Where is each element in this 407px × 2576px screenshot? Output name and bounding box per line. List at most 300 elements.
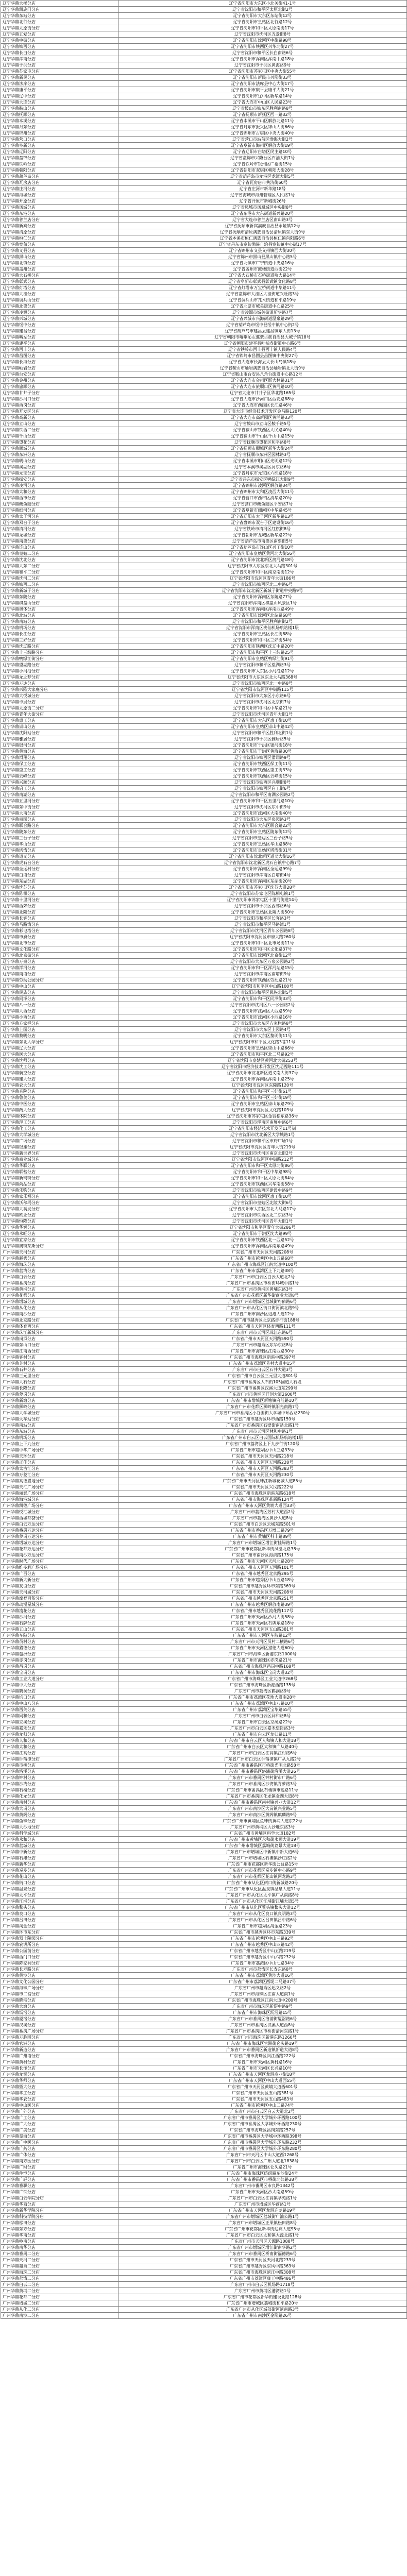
store-name-cell: 辽宁华鼎鸭绿江街分店 xyxy=(1,656,118,662)
store-name-cell: 辽宁华鼎商业城分店 xyxy=(1,1157,118,1163)
store-name-cell: 辽宁华鼎陈相分店 xyxy=(1,891,118,897)
store-name-cell: 广州华鼎科学城分店 xyxy=(1,1831,118,1837)
store-name-cell: 辽宁华鼎振安分店 xyxy=(1,477,118,483)
store-address-cell: 辽宁省沈阳市铁西区兴华北街27号 xyxy=(118,44,407,50)
store-name-cell: 辽宁华鼎文化路分店 xyxy=(1,946,118,953)
store-name-cell: 广州华鼎松田分店 xyxy=(1,2220,118,2226)
table-row xyxy=(1,2288,407,2294)
store-name-cell: 辽宁华鼎南塔分店 xyxy=(1,971,118,977)
store-address-cell: 辽宁省沈阳市大东区方家栏路8号 xyxy=(118,1021,407,1027)
store-address-cell: 广东省广州市白云区江高镇江村路6号 xyxy=(118,1750,407,1756)
store-address-cell: 辽宁省抚顺市望花区和平路8号 xyxy=(118,439,407,446)
table-row xyxy=(1,1039,407,1045)
store-name-cell: 广州华鼎南沙二分店 xyxy=(1,2313,118,2319)
store-address-cell: 广东省广州市从化区太平镇广从南路8号 xyxy=(118,1892,407,1899)
table-row xyxy=(1,916,407,922)
store-address-cell: 广东省广州市天河区天河路208号 xyxy=(118,1249,407,1256)
store-address-cell: 辽宁省沈阳市和平区马路湾1号 xyxy=(118,922,407,928)
store-address-cell: 辽宁省营口市站前区渤海大街2号 xyxy=(118,137,407,143)
store-name-cell: 辽宁华鼎十里河分店 xyxy=(1,897,118,903)
table-row xyxy=(1,594,407,600)
table-row xyxy=(1,1905,407,1911)
store-name-cell: 辽宁华鼎清河分店 xyxy=(1,526,118,532)
store-address-cell: 辽宁省沈阳市和平区南京南街12号 xyxy=(118,569,407,575)
table-row xyxy=(1,477,407,483)
store-name-cell: 广州华鼎文化公园分店 xyxy=(1,1979,118,1985)
store-name-cell: 广州华鼎京溪分店 xyxy=(1,1719,118,1725)
store-address-cell: 辽宁省大连市高新园区黄浦路33号 xyxy=(118,415,407,421)
store-address-cell: 辽宁省沈阳市于洪区沈大路99号 xyxy=(118,1231,407,1237)
store-address-cell: 广东省广州市天河区长兴路10号 xyxy=(118,2065,407,2072)
store-name-cell: 广州华鼎沙河分店 xyxy=(1,1614,118,1620)
table-row xyxy=(1,940,407,946)
store-address-cell: 辽宁省沈阳市沈河区青年大街1号 xyxy=(118,711,407,718)
store-address-cell: 辽宁省沈阳市和平区太原北街86号 xyxy=(118,1163,407,1169)
table-row xyxy=(1,50,407,56)
store-address-cell: 辽宁省锦州市义县义州镇西大街30号 xyxy=(118,248,407,254)
table-row xyxy=(1,1237,407,1243)
store-address-cell: 广东省广州市荔湾区上下九步行街120号 xyxy=(118,1441,407,1447)
table-row xyxy=(1,1305,407,1311)
table-row xyxy=(1,1249,407,1256)
table-row xyxy=(1,1707,407,1713)
store-name-cell: 辽宁华鼎东北大学分店 xyxy=(1,1039,118,1045)
store-name-cell: 广州华鼎高德置地分店 xyxy=(1,1478,118,1484)
store-name-cell: 广州华鼎动漫星城分店 xyxy=(1,1602,118,1608)
table-row xyxy=(1,1911,407,1917)
store-address-cell: 广东省广州市海珠区新港西路135号 xyxy=(118,1682,407,1688)
store-name-cell: 辽宁华鼎东中街分店 xyxy=(1,804,118,810)
store-address-cell: 广东省广州市番禺区市良路1342号 xyxy=(118,2183,407,2189)
store-address-cell: 辽宁省大连市经济技术开发区金马路120号 xyxy=(118,409,407,415)
table-row xyxy=(1,2214,407,2220)
store-address-cell: 辽宁省沈阳市苏家屯区十里河街道14号 xyxy=(118,897,407,903)
table-row xyxy=(1,2115,407,2121)
store-name-cell: 辽宁华鼎医大分店 xyxy=(1,1052,118,1058)
table-row xyxy=(1,990,407,996)
store-name-cell: 广州华鼎环市东分店 xyxy=(1,1929,118,1936)
store-name-cell: 辽宁华鼎银河分店 xyxy=(1,742,118,749)
store-address-cell: 辽宁省沈阳市大东区黎明街11号 xyxy=(118,1033,407,1039)
store-name-cell: 辽宁华鼎宜家分店 xyxy=(1,1237,118,1243)
store-address-cell: 广东省广州市天河区天河路383号 xyxy=(118,1466,407,1472)
table-row xyxy=(1,637,407,643)
store-name-cell: 广州华鼎官洲分店 xyxy=(1,2041,118,2047)
store-address-cell: 辽宁省本溪市平山区解放北路11号 xyxy=(118,118,407,124)
store-address-cell: 广东省广州市黄埔区永和街永顺大道19号 xyxy=(118,1837,407,1843)
table-row xyxy=(1,359,407,365)
table-row xyxy=(1,1577,407,1583)
table-row xyxy=(1,2133,407,2140)
store-address-cell: 广东省广州市番禺区万博二路79号 xyxy=(118,1528,407,1534)
table-row xyxy=(1,1701,407,1707)
table-row xyxy=(1,13,407,19)
table-row xyxy=(1,470,407,477)
table-row xyxy=(1,2183,407,2189)
store-address-cell: 广东省广州市白云区三元里大道801号 xyxy=(118,1373,407,1379)
store-name-cell: 辽宁华鼎鞍山分店 xyxy=(1,106,118,112)
table-row xyxy=(1,2090,407,2096)
store-name-cell: 广州华鼎化龙分店 xyxy=(1,1793,118,1800)
store-name-cell: 广州华鼎江高分店 xyxy=(1,1750,118,1756)
table-row xyxy=(1,866,407,872)
table-row xyxy=(1,1973,407,1979)
store-address-cell: 广东省广州市花都区花山镇两龙路3号 xyxy=(118,1874,407,1880)
store-address-cell: 辽宁省沈阳市和平区长白南路6号 xyxy=(118,50,407,56)
store-name-cell: 辽宁华鼎鲁美分店 xyxy=(1,1095,118,1101)
store-name-cell: 广州华鼎荔湾分店 xyxy=(1,1268,118,1274)
store-address-cell: 辽宁省沈阳市浑南区东陵路77号 xyxy=(118,594,407,600)
table-row xyxy=(1,538,407,545)
table-row xyxy=(1,1076,407,1082)
store-name-cell: 辽宁华鼎西市分店 xyxy=(1,495,118,501)
table-row xyxy=(1,755,407,761)
store-address-cell: 广东省广州市天河区珠江新城花城大道85号 xyxy=(118,1478,407,1484)
store-name-cell: 广州华鼎黄村分店 xyxy=(1,2059,118,2065)
store-name-cell: 辽宁华鼎沈北分店 xyxy=(1,557,118,563)
store-name-cell: 辽宁华鼎立山分店 xyxy=(1,421,118,427)
store-address-cell: 广东省广州市天河区五山路381号 xyxy=(118,2090,407,2096)
store-name-cell: 广州华鼎广财分店 xyxy=(1,2164,118,2171)
table-row xyxy=(1,365,407,371)
store-name-cell: 辽宁华鼎北行分店 xyxy=(1,19,118,25)
store-name-cell: 广州华鼎天河二分店 xyxy=(1,2257,118,2263)
store-address-cell: 辽宁省沈阳市沈河区大南街40号 xyxy=(118,810,407,817)
store-address-cell: 辽宁省沈阳市铁西区北二东路3号 xyxy=(118,1212,407,1218)
store-name-cell: 广州华鼎广中医分店 xyxy=(1,2140,118,2146)
store-name-cell: 辽宁华鼎双台子分店 xyxy=(1,520,118,526)
table-row xyxy=(1,1324,407,1330)
table-row xyxy=(1,1262,407,1268)
table-row xyxy=(1,2016,407,2022)
store-address-cell: 辽宁省鞍山市台安县八角台街道中心路12号 xyxy=(118,371,407,378)
store-address-cell: 广东省广州市越秀区中山三路33号 xyxy=(118,1447,407,1453)
store-name-cell: 辽宁华鼎广场分店 xyxy=(1,1138,118,1144)
store-address-cell: 广东省广州市天河区黄埔大道西601号 xyxy=(118,2084,407,2090)
store-name-cell: 辽宁华鼎庄河分店 xyxy=(1,186,118,192)
table-row xyxy=(1,260,407,266)
store-address-cell: 广东省广州市荔湾区宝华路55号 xyxy=(118,1707,407,1713)
store-name-cell: 辽宁华鼎五里河分店 xyxy=(1,798,118,804)
store-address-cell: 广东省广州市白云区人和镇人和大道18号 xyxy=(118,1738,407,1744)
store-name-cell: 广州华鼎炭步分店 xyxy=(1,1868,118,1874)
table-row xyxy=(1,1670,407,1676)
table-row xyxy=(1,353,407,359)
store-name-cell: 广州华鼎嘉禾分店 xyxy=(1,1725,118,1732)
table-row xyxy=(1,2220,407,2226)
store-name-cell: 辽宁华鼎大悦城分店 xyxy=(1,693,118,699)
table-row xyxy=(1,773,407,779)
store-name-cell: 广州华鼎永和分店 xyxy=(1,1837,118,1843)
table-row xyxy=(1,817,407,823)
table-row xyxy=(1,736,407,742)
store-address-cell: 广东省广州市从化区吕田镇吕中路6号 xyxy=(118,1917,407,1923)
store-address-cell: 广东省广州市海珠区新滘中路9号 xyxy=(118,2004,407,2010)
store-name-cell: 广州华鼎沥滘分店 xyxy=(1,2010,118,2016)
store-address-cell: 广东省广州市海珠区新港东路1000号 xyxy=(118,1651,407,1657)
store-address-cell: 广东省广州市荔湾区长寿东路8号 xyxy=(118,1967,407,1973)
store-address-cell: 广东省广州市天河区天河路590号 xyxy=(118,1336,407,1342)
store-name-cell: 辽宁华鼎奥体分店 xyxy=(1,606,118,613)
store-name-cell: 广州华鼎洛溪分店 xyxy=(1,1769,118,1775)
store-address-cell: 辽宁省沈阳市沈河区青年大街219号 xyxy=(118,1144,407,1150)
store-address-cell: 辽宁省沈阳市和平区十三纬路25号 xyxy=(118,650,407,656)
table-row xyxy=(1,489,407,495)
store-address-cell: 广东省广州市番禺区汉溪大道东299号 xyxy=(118,1385,407,1392)
store-name-cell: 广州华鼎五山分店 xyxy=(1,1626,118,1633)
table-row xyxy=(1,1936,407,1942)
store-name-cell: 辽宁华鼎南票分店 xyxy=(1,538,118,545)
table-row xyxy=(1,1997,407,2004)
store-name-cell: 辽宁华鼎北镇分店 xyxy=(1,260,118,266)
store-name-cell: 广州华鼎增城分店 xyxy=(1,1299,118,1305)
store-name-cell: 广州华鼎番禺广场分店 xyxy=(1,2028,118,2035)
store-name-cell: 辽宁华鼎道义分店 xyxy=(1,854,118,860)
store-address-cell: 辽宁省沈阳市于洪区黄海路9号 xyxy=(118,62,407,69)
store-name-cell: 辽宁华鼎凤城分店 xyxy=(1,205,118,211)
store-address-cell: 广东省广州市南沙区金隆路26号 xyxy=(118,2313,407,2319)
table-row xyxy=(1,681,407,687)
store-name-cell: 广州华鼎新华学院分店 xyxy=(1,2208,118,2214)
store-name-cell: 广州华鼎万胜围分店 xyxy=(1,2035,118,2041)
store-name-cell: 广州华鼎友谊分店 xyxy=(1,1583,118,1589)
table-row xyxy=(1,1886,407,1892)
store-address-cell: 辽宁省沈阳市大东区万泉公园路2号 xyxy=(118,959,407,965)
table-row xyxy=(1,334,407,341)
store-name-cell: 广州华鼎东方分店 xyxy=(1,2226,118,2232)
store-name-cell: 广州华鼎广体分店 xyxy=(1,2152,118,2158)
store-address-cell: 辽宁省大连市普兰店区南山路3号 xyxy=(118,217,407,223)
store-name-cell: 辽宁华鼎北站分店 xyxy=(1,613,118,619)
store-address-cell: 辽宁省沈阳市皇姑区北陵大街6号 xyxy=(118,1200,407,1206)
store-name-cell: 广州华鼎华商分店 xyxy=(1,2201,118,2208)
store-name-cell: 广州华鼎悦汇城分店 xyxy=(1,1509,118,1515)
table-row xyxy=(1,1849,407,1855)
table-row xyxy=(1,1392,407,1398)
store-address-cell: 广东省广州市增城区正果镇松田路8号 xyxy=(118,2220,407,2226)
table-row xyxy=(1,860,407,866)
store-address-cell: 广东省广州市增城区荔城街广汕公路1号 xyxy=(118,2214,407,2220)
store-name-cell: 辽宁华鼎辽大分店 xyxy=(1,1045,118,1052)
table-row xyxy=(1,1447,407,1453)
store-name-cell: 辽宁华鼎宽甸分店 xyxy=(1,242,118,248)
store-name-cell: 辽宁华鼎沈师分店 xyxy=(1,1058,118,1064)
store-name-cell: 广州华鼎时代广场分店 xyxy=(1,1558,118,1565)
table-row xyxy=(1,1503,407,1509)
store-name-cell: 辽宁华鼎滑翔分店 xyxy=(1,755,118,761)
store-address-cell: 广东省广州市番禺区石壁街南站北路1号 xyxy=(118,1422,407,1429)
table-row xyxy=(1,619,407,625)
store-name-cell: 广州华鼎石牌分店 xyxy=(1,1620,118,1626)
store-name-cell: 辽宁华鼎启工分店 xyxy=(1,786,118,792)
table-row xyxy=(1,848,407,854)
store-address-cell: 辽宁省北镇市广宁街道中央路16号 xyxy=(118,260,407,266)
table-row xyxy=(1,2294,407,2300)
table-row xyxy=(1,2226,407,2232)
store-name-cell: 辽宁华鼎大东二分店 xyxy=(1,563,118,569)
store-address-cell: 辽宁省丹东市振兴区锦山大街66号 xyxy=(118,124,407,130)
store-address-cell: 广东省广州市花都区新华街凤凰北路38号 xyxy=(118,1546,407,1552)
table-row xyxy=(1,977,407,984)
store-address-cell: 辽宁省沈阳市沈河区青年大街186号 xyxy=(118,575,407,582)
store-name-cell: 广州华鼎西关分店 xyxy=(1,1707,118,1713)
store-address-cell: 辽宁省铁岭市清河区红旗街8号 xyxy=(118,526,407,532)
store-address-cell: 广东省广州市番禺区大学城中环西路398号 xyxy=(118,2133,407,2140)
store-address-cell: 广东省广州市天河区天河路218号 xyxy=(118,1453,407,1460)
store-address-cell: 广东省广州市天河区林和中路1号 xyxy=(118,1429,407,1435)
table-row xyxy=(1,1194,407,1200)
table-row xyxy=(1,2121,407,2127)
store-name-cell: 辽宁华鼎苏家屯分店 xyxy=(1,69,118,75)
table-row xyxy=(1,2313,407,2319)
store-name-cell: 辽宁华鼎盖州分店 xyxy=(1,266,118,273)
store-name-cell: 辽宁华鼎航空分店 xyxy=(1,1070,118,1076)
table-row xyxy=(1,1583,407,1589)
table-row xyxy=(1,792,407,798)
store-address-cell: 辽宁省沈阳市皇姑区三台子路5号 xyxy=(118,835,407,841)
store-name-cell: 辽宁华鼎太原街二分店 xyxy=(1,705,118,711)
table-row xyxy=(1,891,407,897)
table-row xyxy=(1,687,407,693)
store-name-cell: 广州华鼎公园前分店 xyxy=(1,1948,118,1954)
table-row xyxy=(1,922,407,928)
store-name-cell: 辽宁华鼎长客分店 xyxy=(1,916,118,922)
store-name-cell: 辽宁华鼎阜新分店 xyxy=(1,143,118,149)
store-address-cell: 广东省广州市天河区中山大道西55号 xyxy=(118,2078,407,2084)
store-name-cell: 广州华鼎大岗分店 xyxy=(1,1806,118,1812)
store-address-cell: 广东省广州市荔湾区中山八路10号 xyxy=(118,1701,407,1707)
table-row xyxy=(1,1342,407,1348)
store-name-cell: 广州华鼎南站分店 xyxy=(1,1422,118,1429)
store-address-cell: 辽宁省盖州市鼓楼街道西街22号 xyxy=(118,266,407,273)
store-name-cell: 辽宁华鼎马路湾分店 xyxy=(1,922,118,928)
store-address-cell: 辽宁省沈阳市皇姑区鸭绿江街91号 xyxy=(118,656,407,662)
store-address-cell: 辽宁省抚顺市新抚区西一路32号 xyxy=(118,112,407,118)
store-name-cell: 广州华鼎凯德广场分店 xyxy=(1,1503,118,1509)
store-name-cell: 辽宁华鼎中山分店 xyxy=(1,984,118,990)
store-name-cell: 广州华鼎大沙地分店 xyxy=(1,1824,118,1831)
store-address-cell: 辽宁省沈阳市和平区太原北街2号 xyxy=(118,7,407,13)
store-name-cell: 辽宁华鼎东站分店 xyxy=(1,13,118,19)
table-row xyxy=(1,551,407,557)
table-row xyxy=(1,1664,407,1670)
store-address-cell: 广东省广州市花都区新华街建设北路128号 xyxy=(118,2294,407,2300)
store-name-cell: 广州华鼎石滩分店 xyxy=(1,1855,118,1861)
store-name-cell: 广州华鼎番职分店 xyxy=(1,2183,118,2189)
table-row xyxy=(1,254,407,260)
table-row xyxy=(1,384,407,390)
store-name-cell: 广州华鼎三元里分店 xyxy=(1,1373,118,1379)
store-name-cell: 辽宁华鼎新世界分店 xyxy=(1,1150,118,1157)
table-row xyxy=(1,1367,407,1373)
store-address-cell: 广东省广州市从化区街口街新城路20号 xyxy=(118,1880,407,1886)
table-row xyxy=(1,137,407,143)
store-address-cell: 辽宁省沈阳市和平区青年大街286号 xyxy=(118,1225,407,1231)
store-name-cell: 广州华鼎天环分店 xyxy=(1,1453,118,1460)
store-address-cell: 广东省广州市越秀区淘金路23号 xyxy=(118,1923,407,1929)
store-address-cell: 辽宁省庄河市新华路18号 xyxy=(118,186,407,192)
store-address-cell: 辽宁省沈阳市于洪区西郊路6号 xyxy=(118,903,407,909)
store-name-cell: 广州华鼎南沙分店 xyxy=(1,1311,118,1317)
store-name-cell: 广州华鼎南方医分店 xyxy=(1,2158,118,2164)
store-name-cell: 辽宁华鼎昌图分店 xyxy=(1,353,118,359)
store-address-cell: 辽宁省沈阳市沈河区市府大路260号 xyxy=(118,934,407,940)
store-address-cell: 广东省广州市番禺区新造镇新造大道8号 xyxy=(118,2047,407,2053)
table-row xyxy=(1,1373,407,1379)
store-name-cell: 广州华鼎从化二分店 xyxy=(1,2307,118,2313)
table-row xyxy=(1,1793,407,1800)
table-row xyxy=(1,1645,407,1651)
store-address-cell: 辽宁省葫芦岛市南票区南票街5号 xyxy=(118,538,407,545)
table-row xyxy=(1,2300,407,2307)
store-address-cell: 广东省广州市增城区荔城街荔景大道18号 xyxy=(118,1843,407,1849)
store-name-cell: 广州华鼎狮岭分店 xyxy=(1,1404,118,1410)
store-address-cell: 广东省广州市增城区荔城街和平路20号 xyxy=(118,2300,407,2307)
store-address-cell: 广东省广州市南沙区大岗镇兴业路5号 xyxy=(118,1806,407,1812)
store-name-cell: 广州华鼎维多利广场分店 xyxy=(1,1565,118,1571)
store-name-cell: 辽宁华鼎于洪分店 xyxy=(1,62,118,69)
store-name-cell: 辽宁华鼎欧亚分店 xyxy=(1,1212,118,1218)
table-row xyxy=(1,1960,407,1967)
store-name-cell: 辽宁华鼎台安分店 xyxy=(1,371,118,378)
store-address-cell: 广东省广州市黄埔区港湾路1号 xyxy=(118,2288,407,2294)
store-address-cell: 辽宁省海城市海州管理区人民路1号 xyxy=(118,192,407,198)
store-address-cell: 辽宁省沈阳市和平区胜利北街1号 xyxy=(118,730,407,736)
store-name-cell: 广州华鼎太平分店 xyxy=(1,1892,118,1899)
store-name-cell: 辽宁华鼎金州分店 xyxy=(1,378,118,384)
store-address-cell: 广东省广州市海珠区江南大道南1号 xyxy=(118,1991,407,1997)
store-address-cell: 广东省广州市南沙区黄阁镇麒麟路9号 xyxy=(118,1812,407,1818)
table-row xyxy=(1,25,407,31)
table-row xyxy=(1,1688,407,1694)
store-address-cell: 广东省广州市天河区天源路1088号 xyxy=(118,2239,407,2245)
store-address-cell: 广东省广州市从化区城郊街河滨南路3号 xyxy=(118,2307,407,2313)
store-name-cell: 辽宁华鼎银座分店 xyxy=(1,1144,118,1150)
table-row xyxy=(1,1,407,7)
store-address-cell: 辽宁省沈阳市皇姑区崇山中路66号 xyxy=(118,1045,407,1052)
table-row xyxy=(1,1497,407,1503)
store-address-cell: 广东省广州市白云区石井大道3号 xyxy=(118,1367,407,1373)
store-address-cell: 广东省广州市海珠区纺织路东沙街24号 xyxy=(118,2171,407,2177)
store-address-cell: 广东省广州市白云区机场路1718号 xyxy=(118,2282,407,2288)
table-row xyxy=(1,205,407,211)
table-row xyxy=(1,1095,407,1101)
store-address-cell: 广东省广州市天河区猎德大道60号 xyxy=(118,1645,407,1651)
store-address-cell: 辽宁省沈阳市铁西区劳动路21号 xyxy=(118,977,407,984)
table-row xyxy=(1,1231,407,1237)
store-name-cell: 辽宁华鼎朝阳分店 xyxy=(1,167,118,174)
store-name-cell: 广州华鼎西门口分店 xyxy=(1,1954,118,1960)
store-address-cell: 辽宁省大连市甘井子区华北路165号 xyxy=(118,390,407,396)
table-row xyxy=(1,1070,407,1076)
store-name-cell: 辽宁华鼎抚顺分店 xyxy=(1,112,118,118)
table-row xyxy=(1,1014,407,1021)
table-row xyxy=(1,1880,407,1886)
table-row xyxy=(1,854,407,860)
store-address-cell: 广东省广州市白云区太和镇广从路40号 xyxy=(118,1744,407,1750)
store-address-cell: 广东省广州市荔湾区中山七路34号 xyxy=(118,1960,407,1967)
store-address-cell: 辽宁省沈阳市铁西区北一西路52号 xyxy=(118,1237,407,1243)
store-name-cell: 广州华鼎温泉分店 xyxy=(1,1886,118,1892)
store-name-cell: 广州华鼎良口分店 xyxy=(1,1911,118,1917)
table-row xyxy=(1,1243,407,1249)
table-row xyxy=(1,124,407,130)
table-row xyxy=(1,1558,407,1565)
table-row xyxy=(1,1633,407,1639)
store-address-cell: 广东省广州市天河区车陂路12号 xyxy=(118,1633,407,1639)
table-row xyxy=(1,2282,407,2288)
store-address-cell: 辽宁省大连市沙河口区西安路88号 xyxy=(118,396,407,402)
